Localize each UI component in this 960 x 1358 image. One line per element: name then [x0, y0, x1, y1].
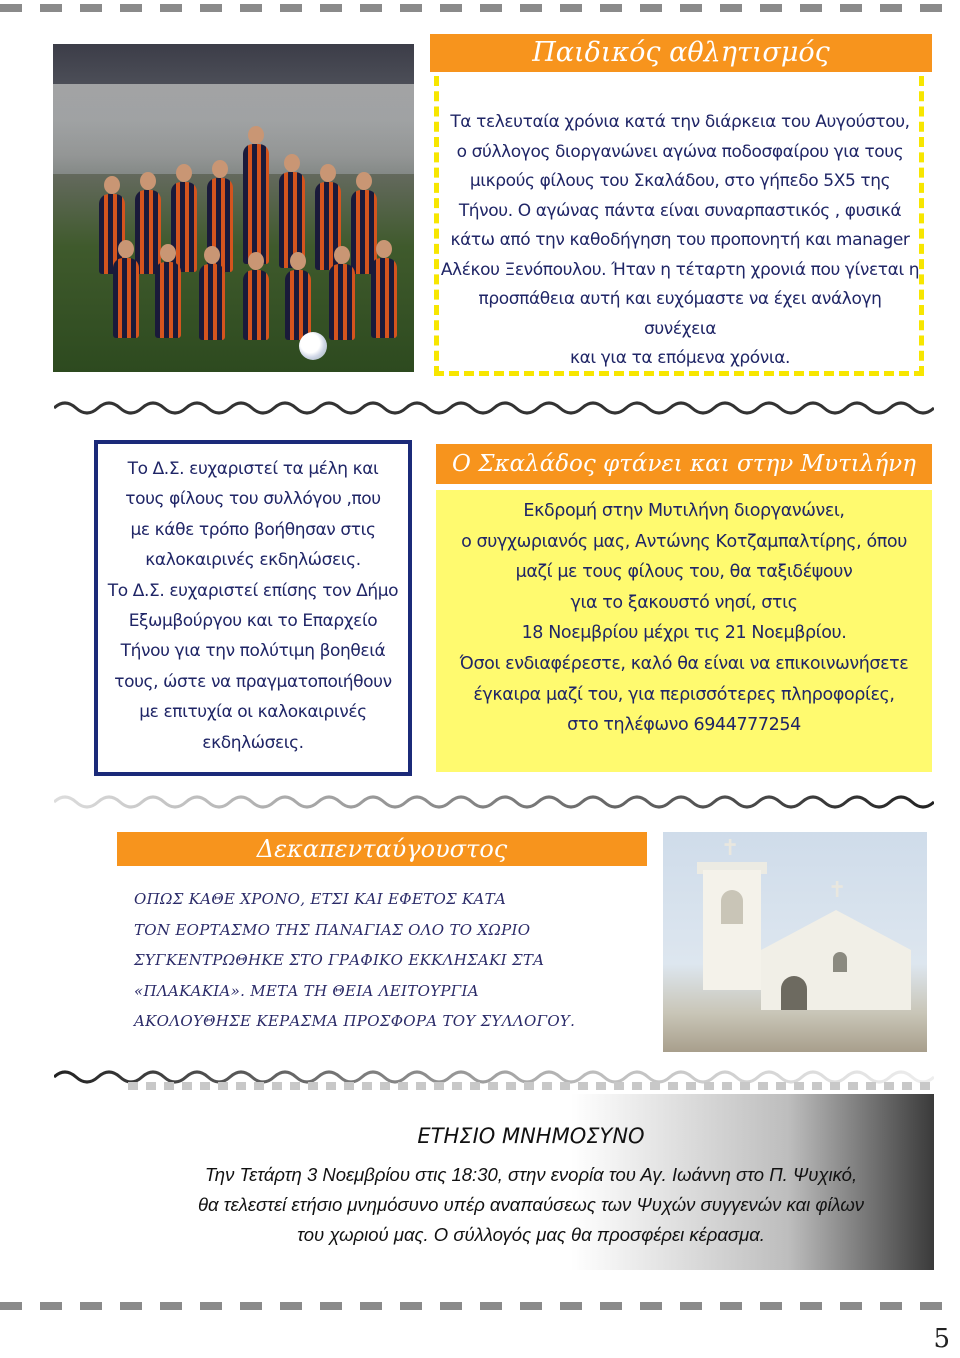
mytilene-line: για το ξακουστό νησί, στις — [570, 592, 798, 613]
sports-text — [440, 108, 920, 374]
bottom-dashed-border — [0, 1302, 960, 1310]
church-photo: ✝ ✝ — [663, 832, 927, 1052]
thanks-line: με κάθε τρόπο βοήθησαν στις — [130, 519, 376, 540]
team-photo — [53, 44, 414, 372]
thanks-line: Το Δ.Σ. ευχαριστεί τα μέλη και — [127, 459, 379, 479]
sports-line: Αλέκου Ξενόπουλου. Ήταν η τέταρτη χρονιά που γίνεται η — [440, 259, 920, 280]
mytilene-line: Όσοι ενδιαφέρεστε, καλό θα είναι να επικοινωνήσετε — [459, 653, 909, 674]
mytilene-line: Εκδρομή στην Μυτιλήνη διοργανώνει, — [523, 501, 845, 521]
thanks-line: Τήνου για την πολύτιμη βοηθειά — [120, 641, 386, 662]
memorial-top-border — [128, 1082, 934, 1090]
mytilene-line: 18 Νοεμβρίου μέχρι τις 21 Νοεμβρίου. — [521, 623, 847, 644]
thanks-line: καλοκαιρινές εκδηλώσεις. — [145, 550, 361, 571]
august-line: ΤΟΝ ΕΟΡΤΑΣΜΟ ΤΗΣ ΠΑΝΑΓΙΑΣ ΟΛΟ ΤΟ ΧΩΡΙΟ — [134, 920, 531, 939]
mytilene-line: στο τηλέφωνο 6944777254 — [567, 715, 801, 736]
august-line: ΟΠΩΣ ΚΑΘΕ ΧΡΟΝΟ, ΕΤΣΙ ΚΑΙ ΕΦΕΤΟΣ ΚΑΤΑ — [134, 890, 507, 908]
thanks-line: τους φίλους του συλλόγου ,που — [125, 489, 381, 510]
memorial-line: θα τελεστεί ετήσιο μνημόσυνο υπέρ αναπαύσεως των Ψυχών συγγενών και φίλων — [197, 1194, 865, 1215]
mytilene-line: μαζί με τους φίλους του, θα ταξιδέψουν — [515, 562, 853, 583]
august-line: ΑΚΟΛΟΥΘΗΣΕ ΚΕΡΑΣΜΑ ΠΡΟΣΦΟΡΑ ΤΟΥ ΣΥΛΛΟΓΟΥ. — [134, 1012, 576, 1030]
thanks-line: Εξωμβούργου και το Επαρχείο — [128, 611, 378, 632]
thanks-line: εκδηλώσεις. — [202, 732, 304, 753]
august-title: Δεκαπενταύγουστος — [117, 832, 647, 866]
sports-line: Τήνου. Ο αγώνας πάντα είναι συναρπαστικός , φυσικά — [458, 200, 902, 221]
sports-line: μικρούς φίλους του Σκαλάδου, στο γήπεδο 5Χ5 της — [469, 171, 891, 191]
thanks-line: με επιτυχία οι καλοκαιρινές — [139, 702, 367, 723]
sports-line: ο σύλλογος διοργανώνει αγώνα ποδοσφαίρου για τους — [456, 141, 904, 162]
thanks-line: τους, ώστε να πραγματοποιήθουν — [114, 671, 392, 692]
wave-divider — [54, 397, 934, 419]
mytilene-line: ο συγχωριανός μας, Αντώνης Κοτζαμπαλτίρης, όπου — [461, 531, 907, 552]
mytilene-text — [438, 496, 930, 741]
memorial-line: του χωριού μας. Ο σύλλογός μας θα προσφέρει κέρασμα. — [297, 1224, 765, 1245]
page-number: 5 — [933, 1324, 950, 1354]
top-dashed-border — [0, 4, 960, 12]
sports-line: κάτω από την καθοδήγηση του προπονητή και manager — [450, 230, 910, 250]
mytilene-line: έγκαιρα μαζί του, για περισσότερες πληροφορίες, — [473, 684, 895, 705]
sports-title: Παιδικός αθλητισμός — [430, 34, 932, 72]
sports-line: Τα τελευταία χρόνια κατά την διάρκεια του Αυγούστου, — [450, 112, 910, 132]
memorial-title: ΕΤΗΣΙΟ ΜΝΗΜΟΣΥΝΟ — [417, 1124, 645, 1148]
august-line: ΣΥΓΚΕΝΤΡΩΘΗΚΕ ΣΤΟ ΓΡΑΦΙΚΟ ΕΚΚΛΗΣΑΚΙ ΣΤΑ — [134, 951, 545, 969]
august-text — [134, 884, 654, 1037]
memorial-text — [128, 1160, 934, 1250]
wave-divider — [54, 791, 934, 813]
sports-line: και για τα επόμενα χρόνια. — [569, 348, 791, 368]
memorial-line: Την Τετάρτη 3 Νοεμβρίου στις 18:30, στην ενορία του Αγ. Ιωάννη στο Π. Ψυχικό, — [204, 1164, 858, 1185]
mytilene-title: Ο Σκαλάδος φτάνει και στην Μυτιλήνη — [436, 444, 932, 484]
sports-line: προσπάθεια αυτή και ευχόμαστε να έχει ανάλογη συνέχεια — [478, 289, 882, 339]
thanks-text — [100, 454, 406, 758]
august-line: «ΠΛΑΚΑΚΙΑ». ΜΕΤΑ ΤΗ ΘΕΙΑ ΛΕΙΤΟΥΡΓΙΑ — [134, 981, 479, 1000]
thanks-line: Το Δ.Σ. ευχαριστεί επίσης τον Δήμο — [107, 580, 399, 601]
